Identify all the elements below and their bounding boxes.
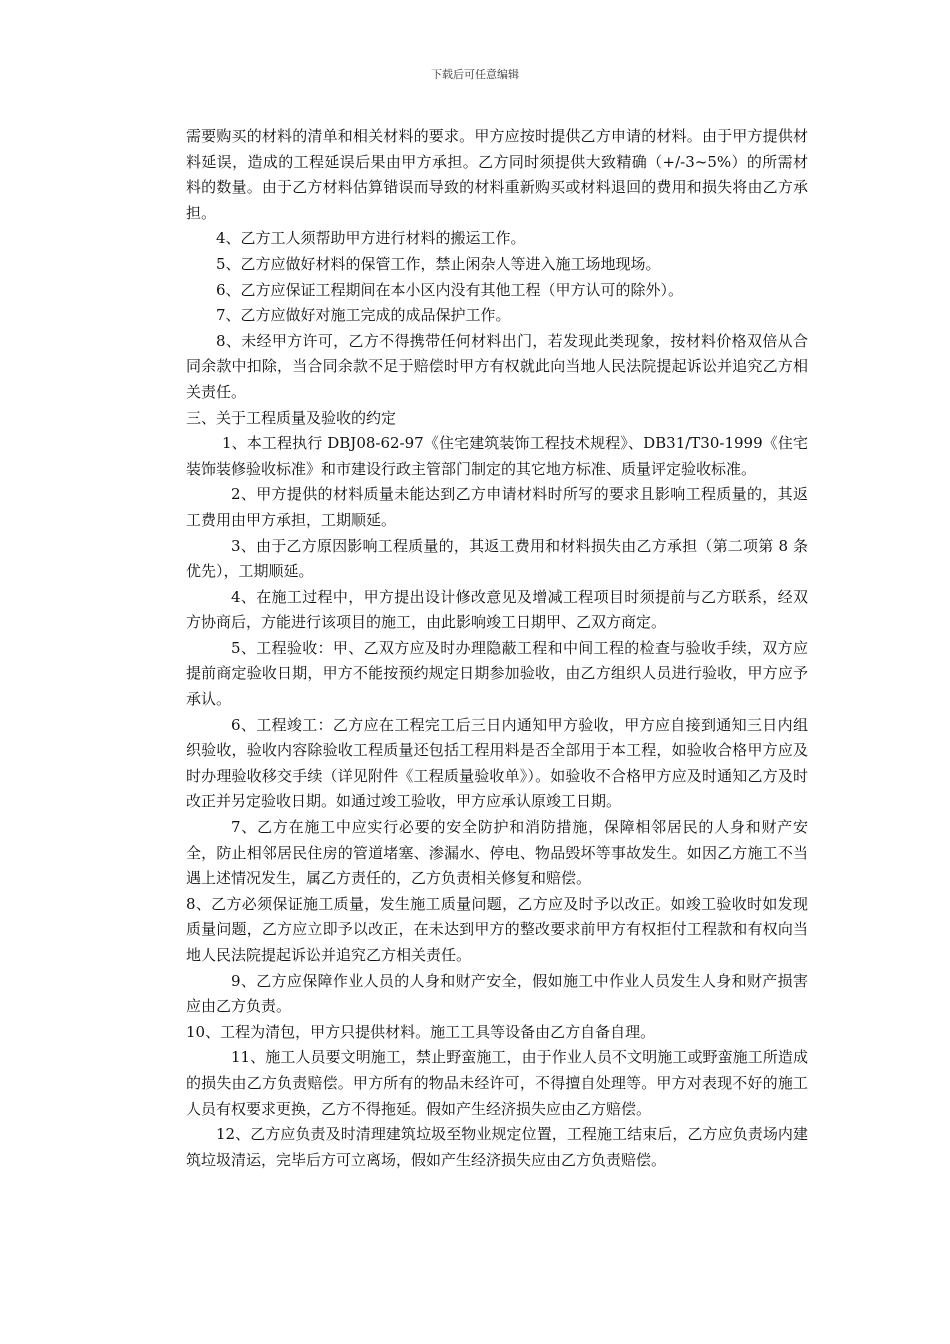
section-heading-quality: 三、关于工程质量及验收的约定 xyxy=(186,408,397,427)
paragraph-clause-7: 7、乙方应做好对施工完成的成品保护工作。 xyxy=(216,306,511,325)
paragraph-clause-8: 8、未经甲方许可，乙方不得携带任何材料出门，若发现此类现象，按材料价格双倍从合同余款中扣除，当合同余款不足于赔偿时甲方有权就此向当地人民法院提起诉讼并追究乙方相关责任。 xyxy=(186,331,808,401)
paragraph-quality-11: 11、施工人员要文明施工，禁止野蛮施工，由于作业人员不文明施工或野蛮施工所造成的损失由乙方负责赔偿。甲方所有的物品未经许可，不得擅自处理等。甲方对表现不好的施工人员有权要求更换，乙方不得拖延。假如产生经济损失应由乙方赔偿。 xyxy=(186,1048,808,1118)
paragraph-quality-10: 10、工程为清包，甲方只提供材料。施工工具等设备由乙方自备自理。 xyxy=(186,1022,656,1041)
paragraph-materials-list: 需要购买的材料的清单和相关材料的要求。甲方应按时提供乙方申请的材料。由于甲方提供材料延误，造成的工程延误后果由甲方承担。乙方同时须提供大致精确（+/-3~5%）的所需材料的数量。由于乙方材料估算错误而导致的材料重新购买或材料退回的费用和损失将由乙方承担。 xyxy=(186,127,808,222)
paragraph-quality-1: 1、本工程执行 DBJ08-62-97《住宅建筑装饰工程技术规程》、DB31/T30-1999《住宅装饰装修验收标准》和市建设行政主管部门制定的其它地方标准、质量评定验收标准。 xyxy=(186,434,808,478)
paragraph-quality-2: 2、甲方提供的材料质量未能达到乙方申请材料时所写的要求且影响工程质量的，其返工费用由甲方承担，工期顺延。 xyxy=(186,485,808,529)
document-body xyxy=(186,124,808,1173)
paragraph-quality-7: 7、乙方在施工中应实行必要的安全防护和消防措施，保障相邻居民的人身和财产安全，防止相邻居民住房的管道堵塞、渗漏水、停电、物品毁坏等事故发生。如因乙方施工不当遇上述情况发生，属乙方责任的，乙方负责相关修复和赔偿。 xyxy=(186,818,808,888)
paragraph-clause-4: 4、乙方工人须帮助甲方进行材料的搬运工作。 xyxy=(216,229,526,248)
page-header: 下载后可任意编辑 xyxy=(431,68,519,81)
paragraph-quality-8: 8、乙方必须保证施工质量，发生施工质量问题，乙方应及时予以改正。如竣工验收时如发现质量问题，乙方应立即予以改正，在未达到甲方的整改要求前甲方有权拒付工程款和有权向当地人民法院提起诉讼并追究乙方相关责任。 xyxy=(186,894,808,964)
paragraph-quality-12: 12、乙方应负责及时清理建筑垃圾至物业规定位置，工程施工结束后，乙方应负责场内建筑垃圾清运，完毕后方可立离场，假如产生经济损失应由乙方负责赔偿。 xyxy=(186,1125,808,1169)
paragraph-quality-3: 3、由于乙方原因影响工程质量的，其返工费用和材料损失由乙方承担（第二项第 8 条优先），工期顺延。 xyxy=(186,536,808,581)
paragraph-quality-9: 9、乙方应保障作业人员的人身和财产安全，假如施工中作业人员发生人身和财产损害应由乙方负责。 xyxy=(186,971,808,1016)
paragraph-quality-4: 4、在施工过程中，甲方提出设计修改意见及增减工程项目时须提前与乙方联系，经双方协商后，方能进行该项目的施工，由此影响竣工日期甲、乙双方商定。 xyxy=(186,587,808,632)
paragraph-quality-6: 6、工程竣工：乙方应在工程完工后三日内通知甲方验收，甲方应自接到通知三日内组织验收，验收内容除验收工程质量还包括工程用料是否全部用于本工程，如验收合格甲方应及时办理验收移交手续（详见附件《工程质量验收单》）。如验收不合格甲方应及时通知乙方及时改正并另定验收日期。如通过竣工验收，甲方应承认原竣工日期。 xyxy=(186,715,808,811)
paragraph-clause-6: 6、乙方应保证工程期间在本小区内没有其他工程（甲方认可的除外）。 xyxy=(216,280,684,299)
paragraph-clause-5: 5、乙方应做好材料的保管工作，禁止闲杂人等进入施工场地现场。 xyxy=(216,254,661,273)
paragraph-quality-5: 5、工程验收：甲、乙双方应及时办理隐蔽工程和中间工程的检查与验收手续，双方应提前商定验收日期，甲方不能按预约规定日期参加验收，由乙方组织人员进行验收，甲方应予承认。 xyxy=(186,638,808,709)
